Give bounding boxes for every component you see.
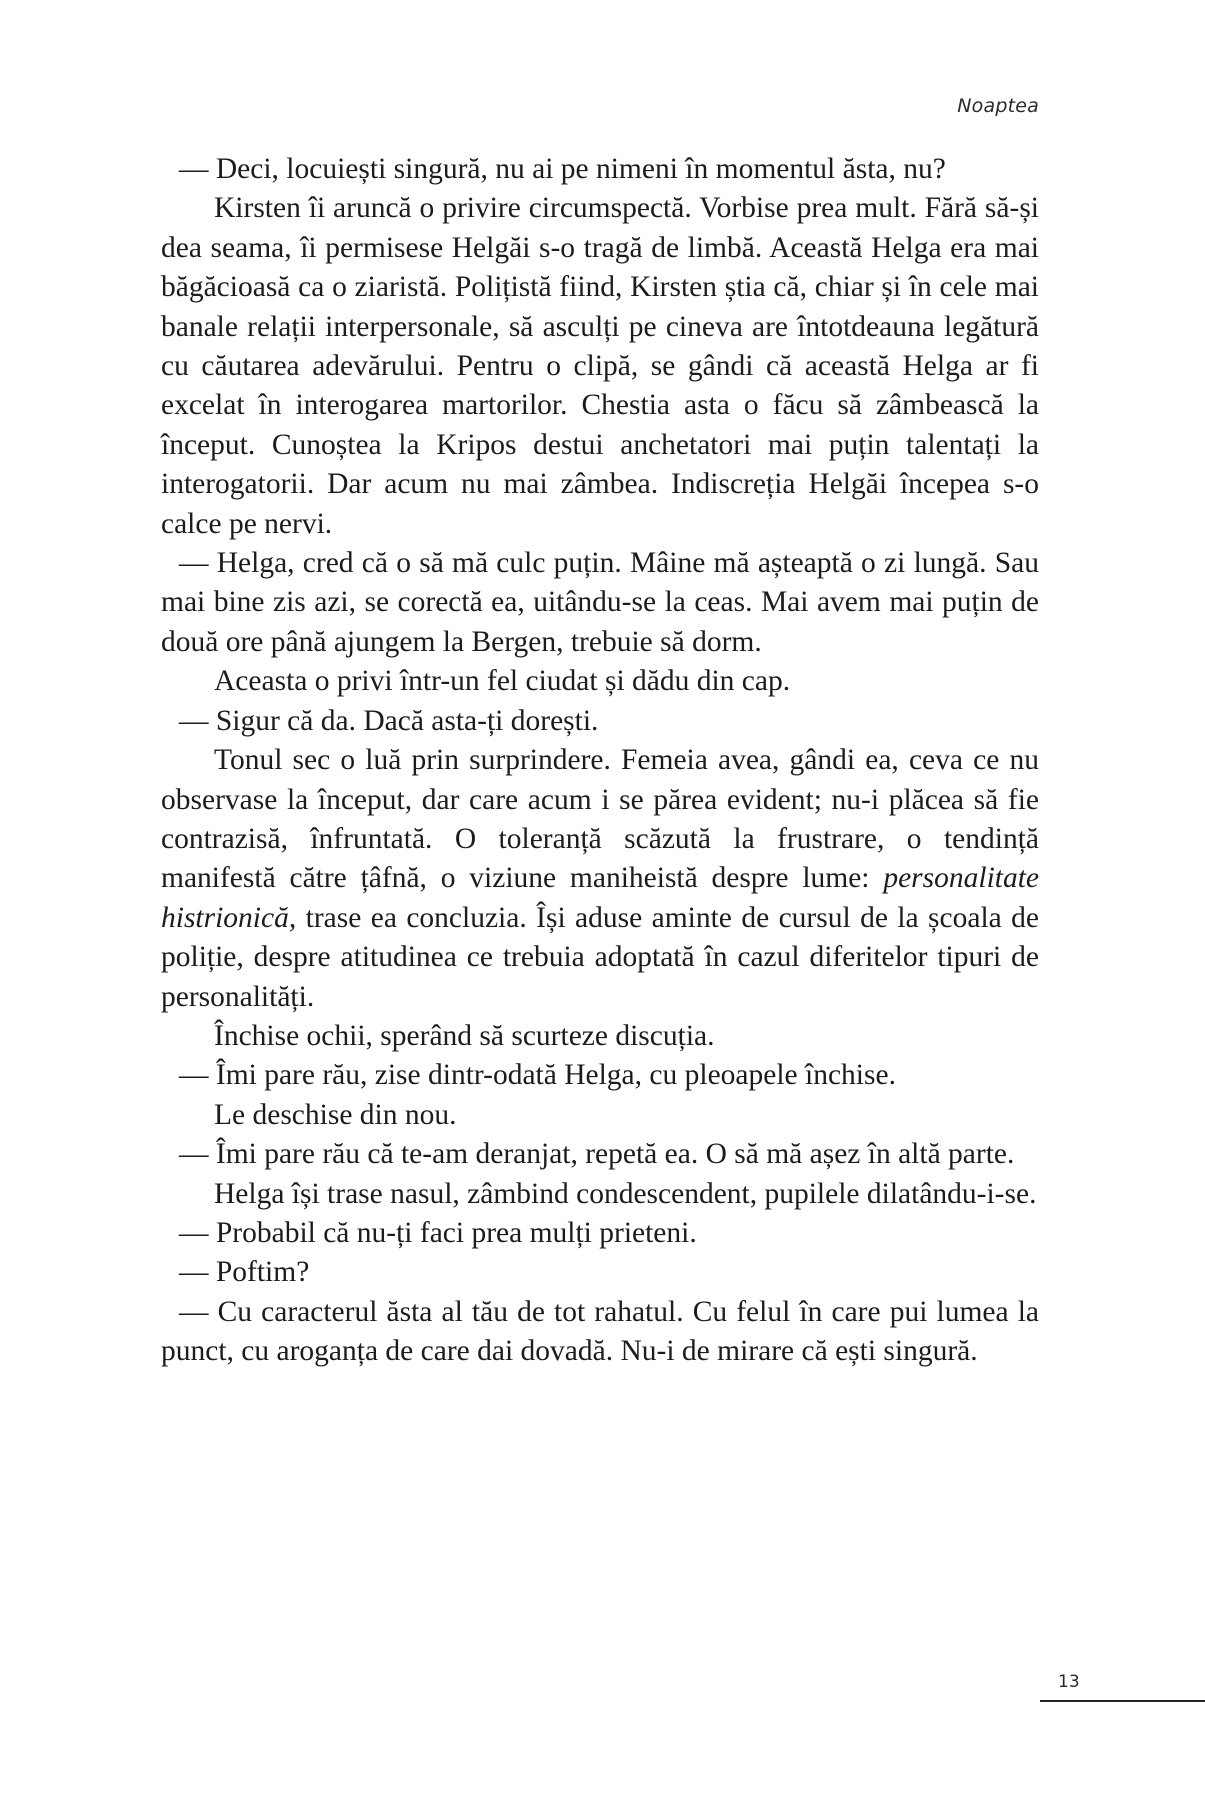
paragraph-narrative: Închise ochii, sperând să scurteze discuția.: [214, 1019, 715, 1052]
paragraph-dialogue: — Probabil că nu-ți faci prea mulți prieteni.: [179, 1216, 697, 1249]
running-header: Noaptea: [957, 95, 1039, 117]
paragraph-narrative: Le deschise din nou.: [214, 1098, 457, 1131]
paragraph-narrative: Kirsten îi aruncă o privire circumspectă. Vorbise prea mult. Fără să-și dea seama, îi permisese Helgăi s-o tragă de limbă. Această Helga era mai băgăcioasă ca o ziaristă. Polițistă fiind, Kirsten știa că, chiar și în cele mai banale relații interpersonale, să asculți pe cineva are întotdeauna legătură cu căutarea adevărului. Pentru o clipă, se gândi că această Helga ar fi excelat în interogarea martorilor. Chestia asta o făcu să zâmbească la început. Cunoștea la Kripos destui anchetatori mai puțin talentați la interogatorii. Dar acum nu mai zâmbea. Indiscreția Helgăi începea s-o calce pe nervi.: [161, 192, 1039, 540]
footer-rule: [1040, 1700, 1205, 1702]
paragraph-dialogue: — Deci, locuiești singură, nu ai pe nimeni în momentul ăsta, nu?: [179, 153, 946, 185]
paragraph-text-before: Tonul sec o luă prin surprindere. Femeia avea, gândi ea, ceva ce nu observase la început, dar care acum i se părea evident; nu-i plăcea să fie contrazisă, înfruntată. O toleranță scăzută la frustrare, o tendință manifestă către țâfnă, o viziune maniheistă despre lume:: [161, 744, 1039, 895]
body-text: [161, 150, 1039, 1372]
page-number: 13: [1058, 1672, 1080, 1692]
paragraph-narrative: [161, 741, 1039, 1017]
paragraph-dialogue: — Îmi pare rău, zise dintr-odată Helga, cu pleoapele închise.: [179, 1059, 896, 1092]
italic-term: personalitate histrionică,: [161, 862, 1039, 934]
paragraph-dialogue: — Sigur că da. Dacă asta-ți dorești.: [179, 704, 599, 737]
paragraph-text-after: trase ea concluzia. Își aduse aminte de cursul de la școala de poliție, despre atitudinea ce trebuia adoptată în cazul diferitelor tipuri de personalități.: [161, 901, 1039, 1013]
paragraph-dialogue: — Poftim?: [179, 1256, 310, 1289]
paragraph-dialogue: — Îmi pare rău că te-am deranjat, repetă ea. O să mă așez în altă parte.: [179, 1138, 1015, 1171]
paragraph-dialogue: — Helga, cred că o să mă culc puțin. Mâine mă așteaptă o zi lungă. Sau mai bine zis azi, se corectă ea, uitându-se la ceas. Mai avem mai puțin de două ore până ajungem la Bergen, trebuie să dorm.: [161, 547, 1039, 658]
paragraph-narrative: Aceasta o privi într-un fel ciudat și dădu din cap.: [214, 665, 791, 698]
paragraph-dialogue: — Cu caracterul ăsta al tău de tot rahatul. Cu felul în care pui lumea la punct, cu aroganța de care dai dovadă. Nu-i de mirare că ești singură.: [161, 1295, 1039, 1368]
paragraph-narrative: Helga își trase nasul, zâmbind condescendent, pupilele dilatându-i-se.: [214, 1177, 1037, 1210]
